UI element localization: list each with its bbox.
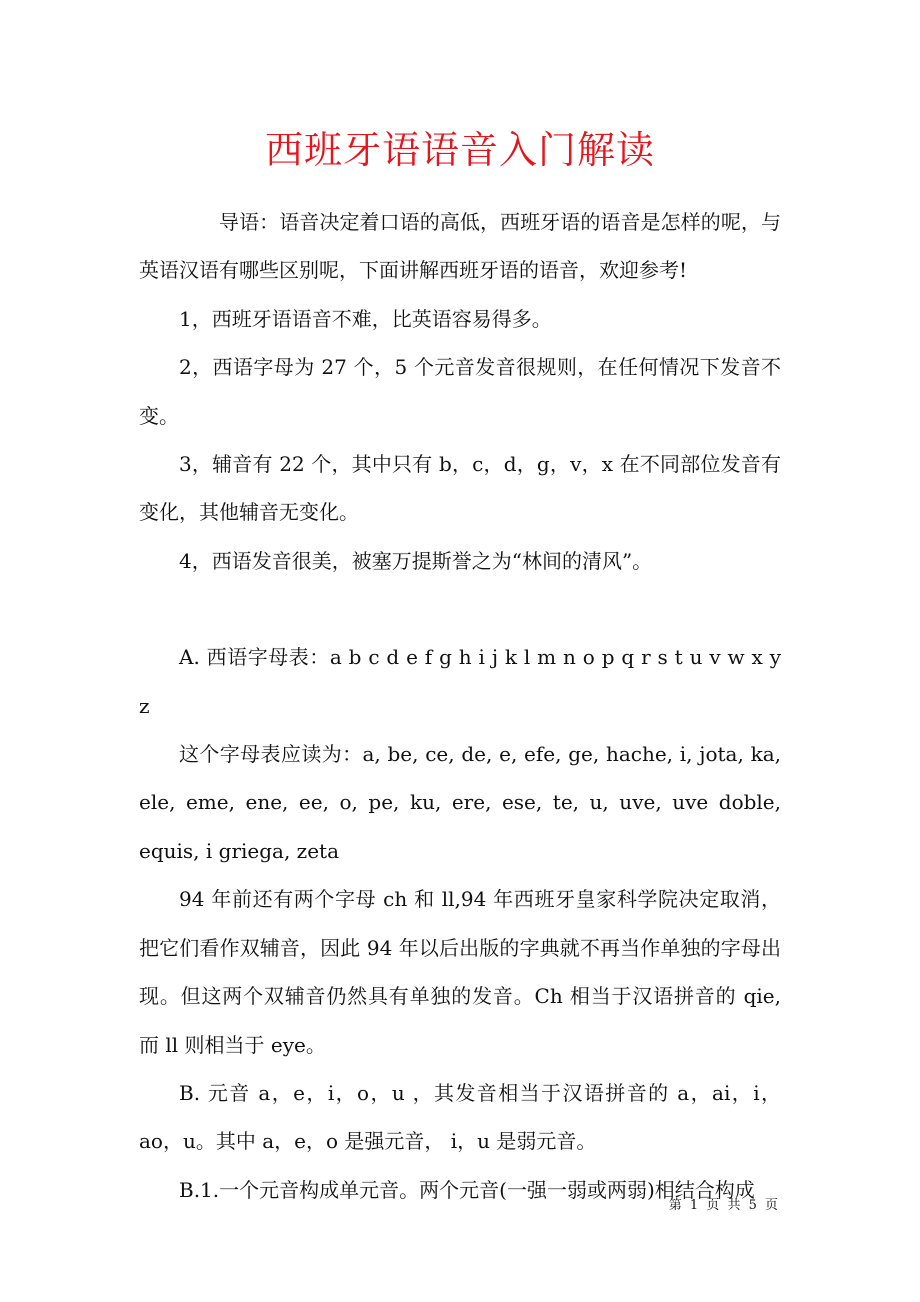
paragraph-single-vowel: B.1.一个元音构成单元音。两个元音(一强一弱或两弱)相结合构成 <box>179 1177 755 1202</box>
paragraph-1: 1，西班牙语语音不难，比英语容易得多。 <box>179 306 552 331</box>
paragraph-ch-ll: 94 年前还有两个字母 ch 和 ll,94 年西班牙皇家科学院决定取消，把它们看作双辅音，因此 94 年以后出版的字典就不再当作单独的字母出现。但这两个双辅音仍然具有单独的发音。Ch 相当于汉语拼音的 qie, 而 ll 则相当于 eye。 <box>139 887 781 1057</box>
document-title: 西班牙语语音入门解读 <box>264 128 655 172</box>
paragraph-alphabet: A. 西语字母表：a b c d e f g h i j k l m n o p q r s t u v w x y z <box>139 645 781 718</box>
page-number: 第 1 页 共 5 页 <box>668 1198 780 1213</box>
paragraph-alphabet-reading: 这个字母表应读为：a, be, ce, de, e, efe, ge, hache, i, jota, ka, ele, eme, ene, ee, o, pe, ku, ere, ese, te, u, uve, uve doble, equis, i griega, zeta <box>139 742 781 863</box>
paragraph-vowels: B. 元音 a，e，i，o，u ，其发音相当于汉语拼音的 a，ai，i，ao，u。其中 a，e，o 是强元音， i，u 是弱元音。 <box>139 1080 781 1154</box>
blank-line <box>139 585 781 633</box>
paragraph-4: 4，西语发音很美，被塞万提斯誉之为“林间的清风”。 <box>179 548 653 573</box>
paragraph-2: 2，西语字母为 27 个，5 个元音发音很规则，在任何情况下发音不变。 <box>139 355 781 428</box>
document-body <box>139 198 781 1214</box>
intro-paragraph: 导语：语音决定着口语的高低，西班牙语的语音是怎样的呢，与英语汉语有哪些区别呢，下面讲解西班牙语的语音，欢迎参考! <box>139 210 781 283</box>
paragraph-3: 3，辅音有 22 个，其中只有 b，c，d，g，v，x 在不同部位发音有变化，其他辅音无变化。 <box>139 452 781 525</box>
